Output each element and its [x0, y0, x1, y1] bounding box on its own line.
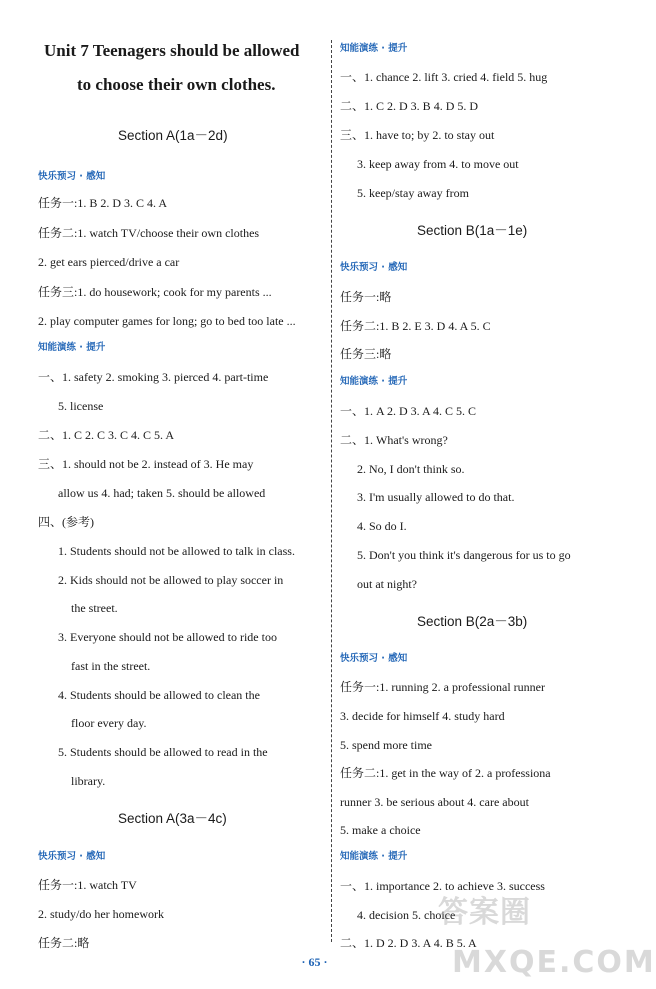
watermark-url: MXQE.COM: [452, 945, 656, 980]
tag-preview-a2: 快乐预习 · 感知: [38, 851, 106, 862]
b2-p1: 一、1. importance 2. to achieve 3. success: [340, 879, 545, 893]
section-heading-a2: Section A(3a－4c): [118, 811, 227, 826]
tag-practice-b2: 知能演练 · 提升: [340, 851, 408, 862]
a1-s4-b: floor every day.: [71, 716, 147, 730]
a1-s3-b: fast in the street.: [71, 659, 151, 673]
a2-task2: 任务二:略: [38, 936, 90, 950]
r-p1: 一、1. chance 2. lift 3. cried 4. field 5. hug: [340, 70, 548, 84]
a1-s4: 4. Students should be allowed to clean the: [58, 688, 260, 702]
watermark-logo: 答案圈: [438, 895, 531, 930]
section-heading-b1: Section B(1a－1e): [417, 223, 528, 238]
a1-task2-b: 2. get ears pierced/drive a car: [38, 255, 180, 269]
b2-task1: 任务一:1. running 2. a professional runner: [340, 680, 545, 694]
column-divider: [331, 40, 332, 942]
b1-p2-e: 5. Don't you think it's dangerous for us to go: [357, 548, 571, 562]
b1-p1: 一、1. A 2. D 3. A 4. C 5. C: [340, 404, 477, 418]
a1-p1-b: 5. license: [58, 399, 104, 413]
section-heading-a1: Section A(1a－2d): [118, 128, 228, 143]
a1-p3: 三、1. should not be 2. instead of 3. He may: [38, 457, 254, 471]
tag-practice-top: 知能演练 · 提升: [340, 43, 408, 54]
a1-task2: 任务二:1. watch TV/choose their own clothes: [38, 226, 260, 240]
a2-task1: 任务一:1. watch TV: [38, 878, 137, 892]
page-number: · 65 ·: [301, 955, 328, 969]
b2-task2-c: 5. make a choice: [340, 823, 421, 837]
b1-task3: 任务三:略: [340, 347, 392, 361]
a1-p4: 四、(参考): [38, 515, 94, 529]
a1-s5-b: library.: [71, 774, 106, 788]
a1-s2: 2. Kids should not be allowed to play soccer in: [58, 573, 284, 587]
a1-p3-b: allow us 4. had; taken 5. should be allowed: [58, 486, 266, 500]
a1-s5: 5. Students should be allowed to read in the: [58, 745, 268, 759]
b1-p2-d: 4. So do I.: [357, 519, 407, 533]
b1-p2-b: 2. No, I don't think so.: [357, 462, 465, 476]
b2-task2-b: runner 3. be serious about 4. care about: [340, 795, 529, 809]
page-title-line2: to choose their own clothes.: [77, 75, 276, 94]
b1-p2: 二、1. What's wrong?: [340, 433, 448, 447]
b1-p2-f: out at night?: [357, 577, 417, 591]
a1-task3-b: 2. play computer games for long; go to bed too late ...: [38, 314, 296, 328]
page-title-line1: Unit 7 Teenagers should be allowed: [44, 41, 300, 60]
b1-task2: 任务二:1. B 2. E 3. D 4. A 5. C: [340, 319, 491, 333]
b2-p2: 二、1. D 2. D 3. A 4. B 5. A: [340, 936, 477, 950]
r-p3-b: 3. keep away from 4. to move out: [357, 157, 519, 171]
a1-s1: 1. Students should not be allowed to talk in class.: [58, 544, 295, 558]
a1-task3: 任务三:1. do housework; cook for my parents ...: [38, 285, 272, 299]
r-p3: 三、1. have to; by 2. to stay out: [340, 128, 495, 142]
b2-p1-b: 4. decision 5. choice: [357, 908, 456, 922]
tag-preview-b2: 快乐预习 · 感知: [340, 653, 408, 664]
tag-practice-b1: 知能演练 · 提升: [340, 376, 408, 387]
tag-practice: 知能演练 · 提升: [38, 342, 106, 353]
a1-p1: 一、1. safety 2. smoking 3. pierced 4. part-time: [38, 370, 269, 384]
b2-task2: 任务二:1. get in the way of 2. a professiona: [340, 766, 551, 780]
tag-preview: 快乐预习 · 感知: [38, 171, 106, 182]
b1-task1: 任务一:略: [340, 290, 392, 304]
tag-preview-b1: 快乐预习 · 感知: [340, 262, 408, 273]
b2-task1-b: 3. decide for himself 4. study hard: [340, 709, 505, 723]
a1-task1: 任务一:1. B 2. D 3. C 4. A: [38, 196, 168, 210]
a1-p2: 二、1. C 2. C 3. C 4. C 5. A: [38, 428, 175, 442]
b2-task1-c: 5. spend more time: [340, 738, 432, 752]
section-heading-b2: Section B(2a－3b): [417, 614, 528, 629]
r-p2: 二、1. C 2. D 3. B 4. D 5. D: [340, 99, 479, 113]
r-p3-c: 5. keep/stay away from: [357, 186, 469, 200]
a1-s2-b: the street.: [71, 601, 118, 615]
a2-task1-b: 2. study/do her homework: [38, 907, 164, 921]
b1-p2-c: 3. I'm usually allowed to do that.: [357, 490, 515, 504]
a1-s3: 3. Everyone should not be allowed to ride too: [58, 630, 277, 644]
